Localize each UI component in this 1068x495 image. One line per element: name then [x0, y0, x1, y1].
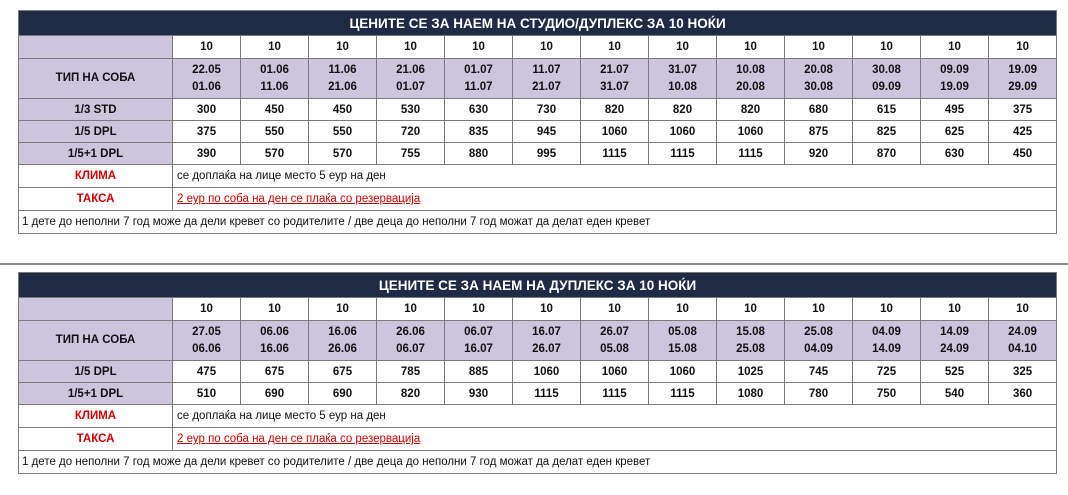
period-cell: [309, 321, 377, 361]
nights-cell: 10: [377, 298, 445, 321]
header-blank-cell: [19, 298, 173, 321]
period-cell: [649, 59, 717, 99]
period-to: 21.07: [532, 80, 561, 93]
taksa-text: 2 еур по соба на ден се плаќа со резервација: [173, 188, 1057, 211]
nights-cell: 10: [241, 36, 309, 59]
nights-cell: 10: [853, 298, 921, 321]
period-from: 10.08: [736, 63, 765, 76]
nights-cell: 10: [513, 36, 581, 59]
period-from: 15.08: [736, 325, 765, 338]
period-cell: [445, 321, 513, 361]
taksa-label: ТАКСА: [19, 188, 173, 211]
period-to: 31.07: [600, 80, 629, 93]
price-cell: 720: [377, 121, 445, 143]
period-from: 05.08: [668, 325, 697, 338]
period-to: 06.07: [396, 342, 425, 355]
price-cell: 680: [785, 99, 853, 121]
period-from: 24.09: [1008, 325, 1037, 338]
price-cell: 1115: [581, 383, 649, 405]
period-from: 01.06: [260, 63, 289, 76]
nights-cell: 10: [581, 298, 649, 321]
price-cell: 820: [581, 99, 649, 121]
table-title: ЦЕНИТЕ СЕ ЗА НАЕМ НА СТУДИО/ДУПЛЕКС ЗА 10 НОЌИ: [19, 11, 1057, 36]
period-cell: [853, 59, 921, 99]
price-cell: 630: [445, 99, 513, 121]
price-cell: 825: [853, 121, 921, 143]
price-cell: 375: [173, 121, 241, 143]
room-name: 1/5 DPL: [19, 121, 173, 143]
table-title: ЦЕНИТЕ СЕ ЗА НАЕМ НА ДУПЛЕКС ЗА 10 НОЌИ: [19, 273, 1057, 298]
price-table-duplex: [18, 272, 1057, 474]
footer-row: [19, 451, 1057, 474]
nights-cell: 10: [989, 36, 1057, 59]
period-from: 01.07: [464, 63, 493, 76]
period-cell: [785, 59, 853, 99]
nights-cell: 10: [309, 36, 377, 59]
price-cell: 820: [717, 99, 785, 121]
price-cell: 785: [377, 361, 445, 383]
price-cell: 730: [513, 99, 581, 121]
taksa-row: [19, 428, 1057, 451]
price-cell: 1115: [513, 383, 581, 405]
nights-cell: 10: [921, 36, 989, 59]
children-note: 1 дете до неполни 7 год може да дели кревет со родителите / две деца до неполни 7 год можат да делат еден кревет: [19, 211, 1057, 234]
price-cell: 390: [173, 143, 241, 165]
period-to: 26.06: [328, 342, 357, 355]
period-from: 11.06: [328, 63, 357, 76]
room-row: [19, 121, 1057, 143]
period-to: 16.07: [464, 342, 493, 355]
price-cell: 540: [921, 383, 989, 405]
price-cell: 615: [853, 99, 921, 121]
period-to: 05.08: [600, 342, 629, 355]
price-cell: 630: [921, 143, 989, 165]
period-to: 25.08: [736, 342, 765, 355]
klima-label: КЛИМА: [19, 405, 173, 428]
nights-row: [19, 36, 1057, 59]
period-from: 27.05: [192, 325, 221, 338]
period-cell: [717, 321, 785, 361]
period-cell: [921, 321, 989, 361]
klima-text: се доплаќа на лице место 5 еур на ден: [173, 405, 1057, 428]
price-cell: 1080: [717, 383, 785, 405]
price-cell: 835: [445, 121, 513, 143]
period-to: 20.08: [736, 80, 765, 93]
period-cell: [309, 59, 377, 99]
period-from: 14.09: [940, 325, 969, 338]
nights-cell: 10: [173, 298, 241, 321]
nights-cell: 10: [853, 36, 921, 59]
price-cell: 870: [853, 143, 921, 165]
period-cell: [581, 59, 649, 99]
nights-row: [19, 298, 1057, 321]
nights-cell: 10: [173, 36, 241, 59]
price-cell: 995: [513, 143, 581, 165]
price-cell: 1115: [717, 143, 785, 165]
period-cell: [513, 59, 581, 99]
period-to: 24.09: [940, 342, 969, 355]
period-cell: [377, 321, 445, 361]
price-cell: 880: [445, 143, 513, 165]
price-cell: 1060: [717, 121, 785, 143]
period-cell: [445, 59, 513, 99]
price-cell: 510: [173, 383, 241, 405]
period-to: 19.09: [940, 80, 969, 93]
nights-cell: 10: [921, 298, 989, 321]
nights-cell: 10: [989, 298, 1057, 321]
taksa-row: [19, 188, 1057, 211]
period-cell: [717, 59, 785, 99]
period-to: 15.08: [668, 342, 697, 355]
price-cell: 755: [377, 143, 445, 165]
price-cell: 475: [173, 361, 241, 383]
price-cell: 820: [377, 383, 445, 405]
period-cell: [173, 321, 241, 361]
period-from: 09.09: [940, 63, 969, 76]
period-to: 04.10: [1008, 342, 1037, 355]
period-cell: [513, 321, 581, 361]
taksa-label: ТАКСА: [19, 428, 173, 451]
period-to: 09.09: [872, 80, 901, 93]
period-cell: [921, 59, 989, 99]
price-cell: 1060: [649, 361, 717, 383]
period-cell: [853, 321, 921, 361]
taksa-text: 2 еур по соба на ден се плаќа со резервација: [173, 428, 1057, 451]
period-cell: [989, 321, 1057, 361]
nights-cell: 10: [717, 36, 785, 59]
price-cell: 300: [173, 99, 241, 121]
period-to: 16.06: [260, 342, 289, 355]
nights-cell: 10: [785, 36, 853, 59]
period-from: 06.06: [260, 325, 289, 338]
nights-cell: 10: [309, 298, 377, 321]
price-cell: 780: [785, 383, 853, 405]
room-name: 1/5 DPL: [19, 361, 173, 383]
period-from: 16.07: [532, 325, 561, 338]
period-cell: [785, 321, 853, 361]
period-from: 11.07: [532, 63, 561, 76]
price-cell: 1060: [649, 121, 717, 143]
price-cell: 690: [241, 383, 309, 405]
period-cell: [581, 321, 649, 361]
period-to: 11.06: [260, 80, 289, 93]
period-to: 01.07: [396, 80, 425, 93]
price-cell: 625: [921, 121, 989, 143]
period-from: 26.07: [600, 325, 629, 338]
price-cell: 1115: [649, 383, 717, 405]
price-cell: 920: [785, 143, 853, 165]
price-cell: 550: [241, 121, 309, 143]
table-title-row: [19, 273, 1057, 298]
price-cell: 820: [649, 99, 717, 121]
nights-cell: 10: [445, 36, 513, 59]
klima-label: КЛИМА: [19, 165, 173, 188]
price-cell: 450: [989, 143, 1057, 165]
period-from: 31.07: [668, 63, 697, 76]
price-cell: 1025: [717, 361, 785, 383]
nights-cell: 10: [649, 36, 717, 59]
period-from: 26.06: [396, 325, 425, 338]
nights-cell: 10: [445, 298, 513, 321]
footer-row: [19, 211, 1057, 234]
price-cell: 675: [241, 361, 309, 383]
price-cell: 530: [377, 99, 445, 121]
period-to: 30.08: [804, 80, 833, 93]
period-from: 20.08: [804, 63, 833, 76]
room-row: [19, 383, 1057, 405]
price-cell: 750: [853, 383, 921, 405]
period-to: 11.07: [464, 80, 493, 93]
period-cell: [241, 59, 309, 99]
price-cell: 745: [785, 361, 853, 383]
period-from: 04.09: [872, 325, 901, 338]
period-from: 22.05: [192, 63, 221, 76]
period-to: 04.09: [804, 342, 833, 355]
price-cell: 425: [989, 121, 1057, 143]
price-cell: 1115: [649, 143, 717, 165]
price-cell: 875: [785, 121, 853, 143]
section-divider: [0, 263, 1068, 265]
room-name: 1/3 STD: [19, 99, 173, 121]
room-name: 1/5+1 DPL: [19, 383, 173, 405]
price-cell: 375: [989, 99, 1057, 121]
nights-cell: 10: [241, 298, 309, 321]
table-title-row: [19, 11, 1057, 36]
price-cell: 325: [989, 361, 1057, 383]
price-cell: 930: [445, 383, 513, 405]
period-to: 01.06: [192, 80, 221, 93]
price-cell: 1060: [581, 121, 649, 143]
room-name: 1/5+1 DPL: [19, 143, 173, 165]
price-cell: 450: [309, 99, 377, 121]
period-from: 25.08: [804, 325, 833, 338]
price-table-studio-duplex: [18, 10, 1057, 234]
room-type-header: ТИП НА СОБА: [19, 59, 173, 99]
price-cell: 1060: [513, 361, 581, 383]
price-cell: 495: [921, 99, 989, 121]
price-cell: 690: [309, 383, 377, 405]
period-from: 16.06: [328, 325, 357, 338]
room-row: [19, 361, 1057, 383]
room-row: [19, 143, 1057, 165]
period-to: 21.06: [328, 80, 357, 93]
klima-row: [19, 405, 1057, 428]
period-cell: [377, 59, 445, 99]
nights-cell: 10: [717, 298, 785, 321]
room-row: [19, 99, 1057, 121]
header-blank-cell: [19, 36, 173, 59]
nights-cell: 10: [581, 36, 649, 59]
price-cell: 945: [513, 121, 581, 143]
nights-cell: 10: [377, 36, 445, 59]
price-cell: 570: [241, 143, 309, 165]
period-to: 10.08: [668, 80, 697, 93]
period-from: 06.07: [464, 325, 493, 338]
period-cell: [173, 59, 241, 99]
price-cell: 1060: [581, 361, 649, 383]
klima-text: се доплаќа на лице место 5 еур на ден: [173, 165, 1057, 188]
period-cell: [989, 59, 1057, 99]
price-cell: 570: [309, 143, 377, 165]
period-to: 14.09: [872, 342, 901, 355]
price-cell: 525: [921, 361, 989, 383]
klima-row: [19, 165, 1057, 188]
price-cell: 550: [309, 121, 377, 143]
room-type-header: ТИП НА СОБА: [19, 321, 173, 361]
period-row: [19, 59, 1057, 99]
period-to: 06.06: [192, 342, 221, 355]
period-to: 26.07: [532, 342, 561, 355]
period-from: 21.06: [396, 63, 425, 76]
period-to: 29.09: [1008, 80, 1037, 93]
price-cell: 360: [989, 383, 1057, 405]
children-note: 1 дете до неполни 7 год може да дели кревет со родителите / две деца до неполни 7 год можат да делат еден кревет: [19, 451, 1057, 474]
period-from: 19.09: [1008, 63, 1037, 76]
price-cell: 675: [309, 361, 377, 383]
period-row: [19, 321, 1057, 361]
period-cell: [649, 321, 717, 361]
period-cell: [241, 321, 309, 361]
nights-cell: 10: [649, 298, 717, 321]
price-cell: 885: [445, 361, 513, 383]
nights-cell: 10: [513, 298, 581, 321]
period-from: 30.08: [872, 63, 901, 76]
nights-cell: 10: [785, 298, 853, 321]
price-cell: 450: [241, 99, 309, 121]
period-from: 21.07: [600, 63, 629, 76]
price-cell: 725: [853, 361, 921, 383]
price-cell: 1115: [581, 143, 649, 165]
